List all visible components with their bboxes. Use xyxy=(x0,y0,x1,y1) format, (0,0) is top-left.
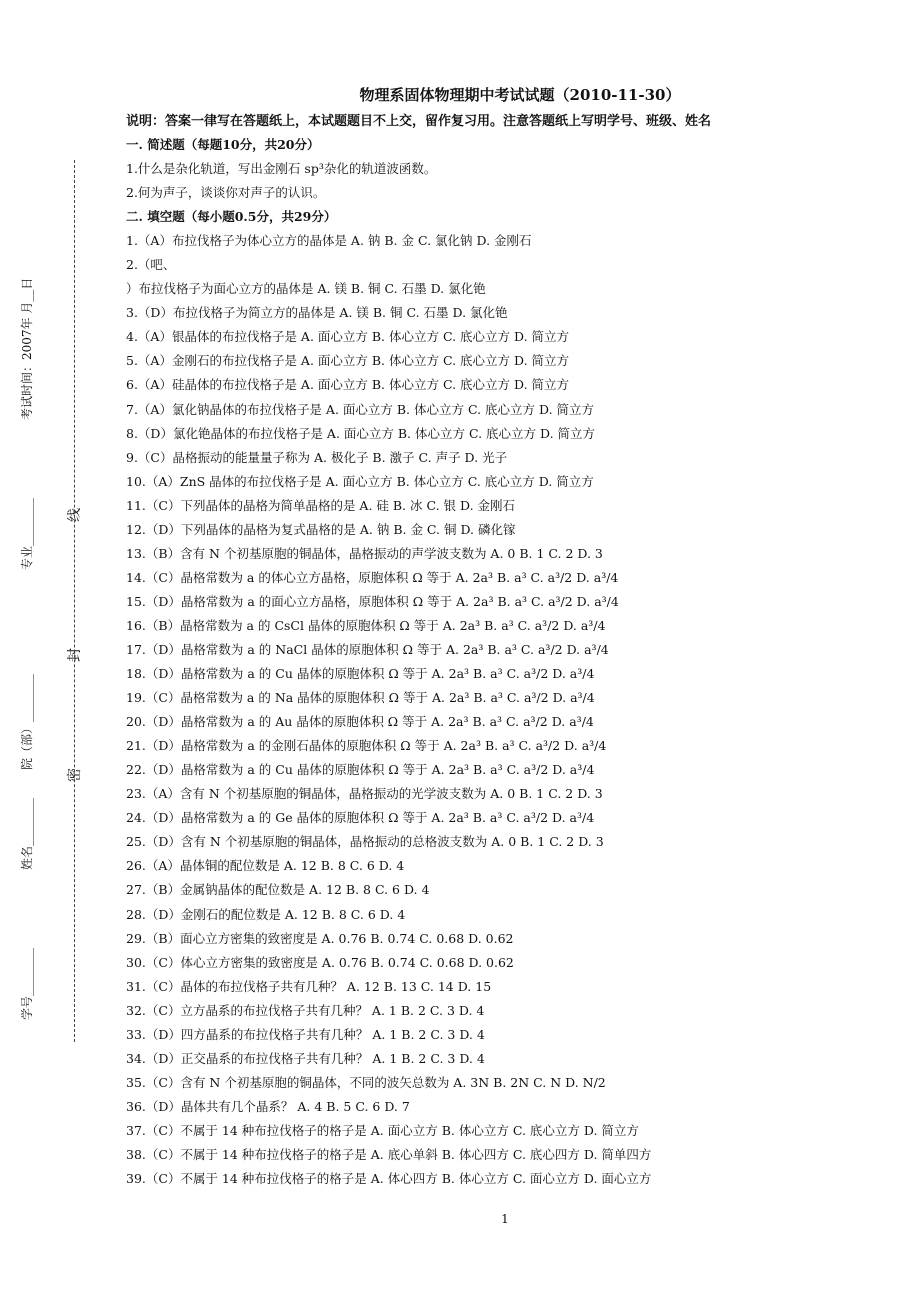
department-field: 院（部）________ xyxy=(20,673,34,770)
question-line: 9.（C）晶格振动的能量量子称为 A. 极化子 B. 激子 C. 声子 D. 光子 xyxy=(126,449,508,465)
question-line: 33.（D）四方晶系的布拉伐格子共有几种？ A. 1 B. 2 C. 3 D. 4 xyxy=(126,1026,485,1042)
question-line: 20.（D）晶格常数为 a 的 Au 晶体的原胞体积 Ω 等于 A. 2a³ B. a³ C. a³/2 D. a³/4 xyxy=(126,714,594,730)
question-line: 22.（D）晶格常数为 a 的 Cu 晶体的原胞体积 Ω 等于 A. 2a³ B. a³ C. a³/2 D. a³/4 xyxy=(126,762,595,778)
question-line: ）布拉伐格子为面心立方的晶体是 A. 镁 B. 铜 C. 石墨 D. 氯化铯 xyxy=(126,281,486,297)
question-line: 8.（D）氯化铯晶体的布拉伐格子是 A. 面心立方 B. 体心立方 C. 底心立方 D. 简立方 xyxy=(126,425,596,441)
section-heading: 二. 填空题（每小题0.5分，共29分） xyxy=(126,209,337,225)
question-line: 23.（A）含有 N 个初基原胞的铜晶体，晶格振动的光学波支数为 A. 0 B. 1 C. 2 D. 3 xyxy=(126,786,603,802)
question-line: 2.何为声子，谈谈你对声子的认识。 xyxy=(126,185,326,201)
seal-secret-label: 密 xyxy=(67,768,83,782)
question-line: 38.（C）不属于 14 种布拉伐格子的格子是 A. 底心单斜 B. 体心四方 C. 底心四方 D. 简单四方 xyxy=(126,1146,652,1162)
seal-line-label: 线 xyxy=(67,508,83,522)
question-line: 3.（D）布拉伐格子为简立方的晶体是 A. 镁 B. 铜 C. 石墨 D. 氯化铯 xyxy=(126,305,508,321)
major-field: 专业________ xyxy=(20,497,34,570)
question-line: 35.（C）含有 N 个初基原胞的铜晶体，不同的波矢总数为 A. 3N B. 2N C. N D. N/2 xyxy=(126,1074,606,1090)
exam-title: 物理系固体物理期中考试试题（2010-11-30） xyxy=(359,86,681,104)
question-line: 31.（C）晶体的布拉伐格子共有几种？ A. 12 B. 13 C. 14 D. 15 xyxy=(126,978,492,994)
question-line: 34.（D）正交晶系的布拉伐格子共有几种？ A. 1 B. 2 C. 3 D. 4 xyxy=(126,1050,485,1066)
seal-seal-label: 封 xyxy=(67,648,83,662)
name-field: 姓名________ xyxy=(20,797,34,870)
exam-time-field: 考试时间：2007年 月__日 xyxy=(20,277,34,420)
question-line: 17.（D）晶格常数为 a 的 NaCl 晶体的原胞体积 Ω 等于 A. 2a³ B. a³ C. a³/2 D. a³/4 xyxy=(126,641,609,657)
question-line: 15.（D）晶格常数为 a 的面心立方晶格，原胞体积 Ω 等于 A. 2a³ B. a³ C. a³/2 D. a³/4 xyxy=(126,593,619,609)
student-id-field: 学号________ xyxy=(20,947,34,1020)
question-line: 11.（C）下列晶体的晶格为简单晶格的是 A. 硅 B. 冰 C. 银 D. 金刚石 xyxy=(126,497,516,513)
question-line: 2.（吧、 xyxy=(126,257,176,273)
question-line: 19.（C）晶格常数为 a 的 Na 晶体的原胞体积 Ω 等于 A. 2a³ B. a³ C. a³/2 D. a³/4 xyxy=(126,690,595,706)
question-line: 10.（A）ZnS 晶体的布拉伐格子是 A. 面心立方 B. 体心立方 C. 底心立方 D. 简立方 xyxy=(126,473,594,489)
question-line: 16.（B）晶格常数为 a 的 CsCl 晶体的原胞体积 Ω 等于 A. 2a³ B. a³ C. a³/2 D. a³/4 xyxy=(126,617,606,633)
question-line: 7.（A）氯化钠晶体的布拉伐格子是 A. 面心立方 B. 体心立方 C. 底心立方 D. 简立方 xyxy=(126,401,595,417)
question-line: 28.（D）金刚石的配位数是 A. 12 B. 8 C. 6 D. 4 xyxy=(126,906,406,922)
question-line: 24.（D）晶格常数为 a 的 Ge 晶体的原胞体积 Ω 等于 A. 2a³ B. a³ C. a³/2 D. a³/4 xyxy=(126,810,595,826)
question-line: 13.（B）含有 N 个初基原胞的铜晶体，晶格振动的声学波支数为 A. 0 B. 1 C. 2 D. 3 xyxy=(126,545,603,561)
question-line: 36.（D）晶体共有几个晶系？ A. 4 B. 5 C. 6 D. 7 xyxy=(126,1098,410,1114)
section-heading: 一. 简述题（每题10分，共20分） xyxy=(126,137,320,152)
question-line: 6.（A）硅晶体的布拉伐格子是 A. 面心立方 B. 体心立方 C. 底心立方 D. 简立方 xyxy=(126,377,570,393)
question-line: 14.（C）晶格常数为 a 的体心立方晶格，原胞体积 Ω 等于 A. 2a³ B. a³ C. a³/2 D. a³/4 xyxy=(126,569,619,585)
instructions-note: 说明：答案一律写在答题纸上，本试题题目不上交，留作复习用。注意答题纸上写明学号、班级、姓名 xyxy=(126,114,712,129)
question-list xyxy=(126,133,886,1191)
question-line: 1.什么是杂化轨道，写出金刚石 sp³杂化的轨道波函数。 xyxy=(126,161,437,177)
question-line: 27.（B）金属钠晶体的配位数是 A. 12 B. 8 C. 6 D. 4 xyxy=(126,882,430,898)
question-line: 30.（C）体心立方密集的致密度是 A. 0.76 B. 0.74 C. 0.68 D. 0.62 xyxy=(126,954,514,970)
question-line: 21.（D）晶格常数为 a 的金刚石晶体的原胞体积 Ω 等于 A. 2a³ B. a³ C. a³/2 D. a³/4 xyxy=(126,738,607,754)
question-line: 37.（C）不属于 14 种布拉伐格子的格子是 A. 面心立方 B. 体心立方 C. 底心立方 D. 简立方 xyxy=(126,1122,639,1138)
question-line: 39.（C）不属于 14 种布拉伐格子的格子是 A. 体心四方 B. 体心立方 C. 面心立方 D. 面心立方 xyxy=(126,1171,652,1187)
question-line: 12.（D）下列晶体的晶格为复式晶格的是 A. 钠 B. 金 C. 铜 D. 磷化镓 xyxy=(126,521,516,537)
page-number: 1 xyxy=(501,1212,509,1226)
question-line: 1.（A）布拉伐格子为体心立方的晶体是 A. 钠 B. 金 C. 氯化钠 D. 金刚石 xyxy=(126,233,532,249)
question-line: 4.（A）银晶体的布拉伐格子是 A. 面心立方 B. 体心立方 C. 底心立方 D. 简立方 xyxy=(126,329,570,345)
question-line: 26.（A）晶体铜的配位数是 A. 12 B. 8 C. 6 D. 4 xyxy=(126,858,405,874)
question-line: 29.（B）面心立方密集的致密度是 A. 0.76 B. 0.74 C. 0.68 D. 0.62 xyxy=(126,930,514,946)
question-line: 5.（A）金刚石的布拉伐格子是 A. 面心立方 B. 体心立方 C. 底心立方 D. 简立方 xyxy=(126,353,570,369)
question-line: 25.（D）含有 N 个初基原胞的铜晶体，晶格振动的总格波支数为 A. 0 B. 1 C. 2 D. 3 xyxy=(126,834,604,850)
binding-dashed-line xyxy=(74,160,75,1042)
question-line: 32.（C）立方晶系的布拉伐格子共有几种？ A. 1 B. 2 C. 3 D. 4 xyxy=(126,1002,485,1018)
question-line: 18.（D）晶格常数为 a 的 Cu 晶体的原胞体积 Ω 等于 A. 2a³ B. a³ C. a³/2 D. a³/4 xyxy=(126,666,595,682)
